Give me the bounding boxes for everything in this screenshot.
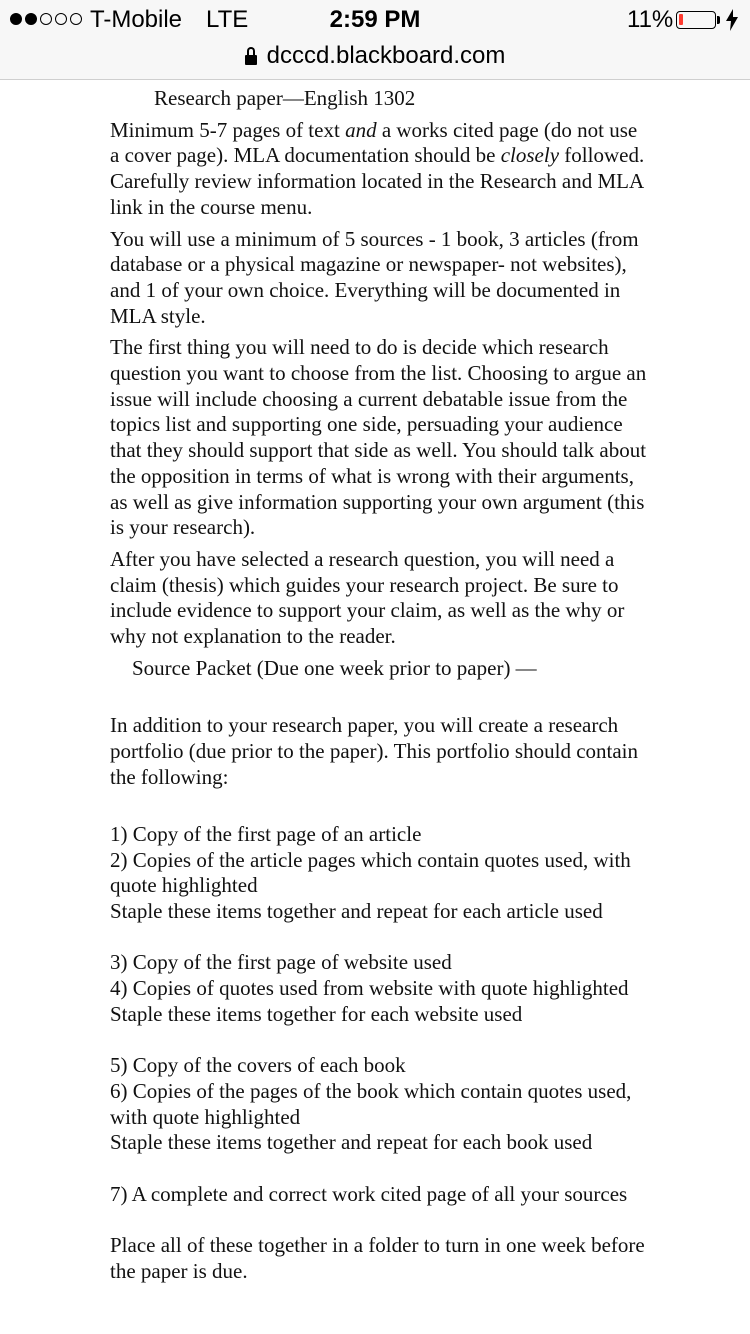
paragraph-requirements bbox=[110, 118, 650, 221]
address-bar[interactable] bbox=[0, 38, 750, 74]
carrier-name: T-Mobile bbox=[90, 6, 183, 33]
list-item: 3) Copy of the first page of website used bbox=[110, 950, 452, 975]
battery-icon bbox=[676, 11, 716, 29]
source-packet-heading: Source Packet (Due one week prior to paper) — bbox=[132, 655, 537, 680]
list-item: 7) A complete and correct work cited page of all your sources bbox=[110, 1181, 628, 1206]
browser-chrome bbox=[0, 0, 750, 80]
battery-percent: 11% bbox=[627, 6, 674, 33]
document-body bbox=[110, 86, 650, 1285]
list-item: Staple these items together for each website used bbox=[110, 1001, 523, 1026]
list-item: 5) Copy of the covers of each book bbox=[110, 1053, 406, 1078]
text-span: followed. Carefully review information located in the Research and MLA link in the course menu. bbox=[110, 143, 645, 219]
list-item: 1) Copy of the first page of an article bbox=[110, 821, 422, 846]
clock: 2:59 PM bbox=[329, 6, 421, 33]
battery-level bbox=[679, 14, 683, 25]
paragraph-sources: You will use a minimum of 5 sources - 1 book, 3 articles (from database or a physical magazine or newspaper- not websites), and 1 of your own choice. Everything will be documented in MLA style. bbox=[110, 226, 639, 328]
portfolio-intro: In addition to your research paper, you will create a research portfolio (due prior to the paper). This portfolio should contain the following: bbox=[110, 713, 639, 789]
bolt-icon bbox=[726, 9, 738, 31]
text-span: a works cited page (do not use a cover page). MLA documentation should be bbox=[110, 117, 638, 168]
lock-icon bbox=[245, 49, 257, 65]
list-item: Staple these items together and repeat for each article used bbox=[110, 899, 603, 924]
paragraph-claim: After you have selected a research question, you will need a claim (thesis) which guides your research project. Be sure to include evidence to support your claim, as well as the why or why not explanation to the reader. bbox=[110, 546, 625, 649]
url-text[interactable]: dcccd.blackboard.com bbox=[266, 42, 506, 69]
text-span: Minimum 5-7 pages of text bbox=[110, 117, 346, 142]
network-type: LTE bbox=[206, 6, 249, 33]
portfolio-list bbox=[110, 822, 650, 1285]
closing-instructions: Place all of these together in a folder to turn in one week before the paper is due. bbox=[110, 1233, 645, 1283]
emphasis-closely: closely bbox=[500, 143, 560, 168]
list-item: 4) Copies of quotes used from website with quote highlighted bbox=[110, 976, 629, 1001]
list-item: 2) Copies of the article pages which contain quotes used, with quote highlighted bbox=[110, 847, 631, 898]
emphasis-and: and bbox=[345, 117, 377, 142]
paragraph-research-question: The first thing you will need to do is decide which research question you want to choose from the list. Choosing to argue an issue will include choosing a current debatable issue from the topics list and supporting one side, persuading your audience that they should support that side as well. You should talk about the opposition in terms of what is wrong with their arguments, as well as give information supporting your own argument (this is your research). bbox=[110, 335, 647, 540]
list-item: 6) Copies of the pages of the book which contain quotes used, with quote highlighted bbox=[110, 1078, 632, 1129]
battery-cap bbox=[717, 16, 720, 24]
document-title: Research paper—English 1302 bbox=[154, 86, 416, 110]
list-item: Staple these items together and repeat for each book used bbox=[110, 1130, 593, 1155]
status-bar bbox=[0, 0, 750, 40]
